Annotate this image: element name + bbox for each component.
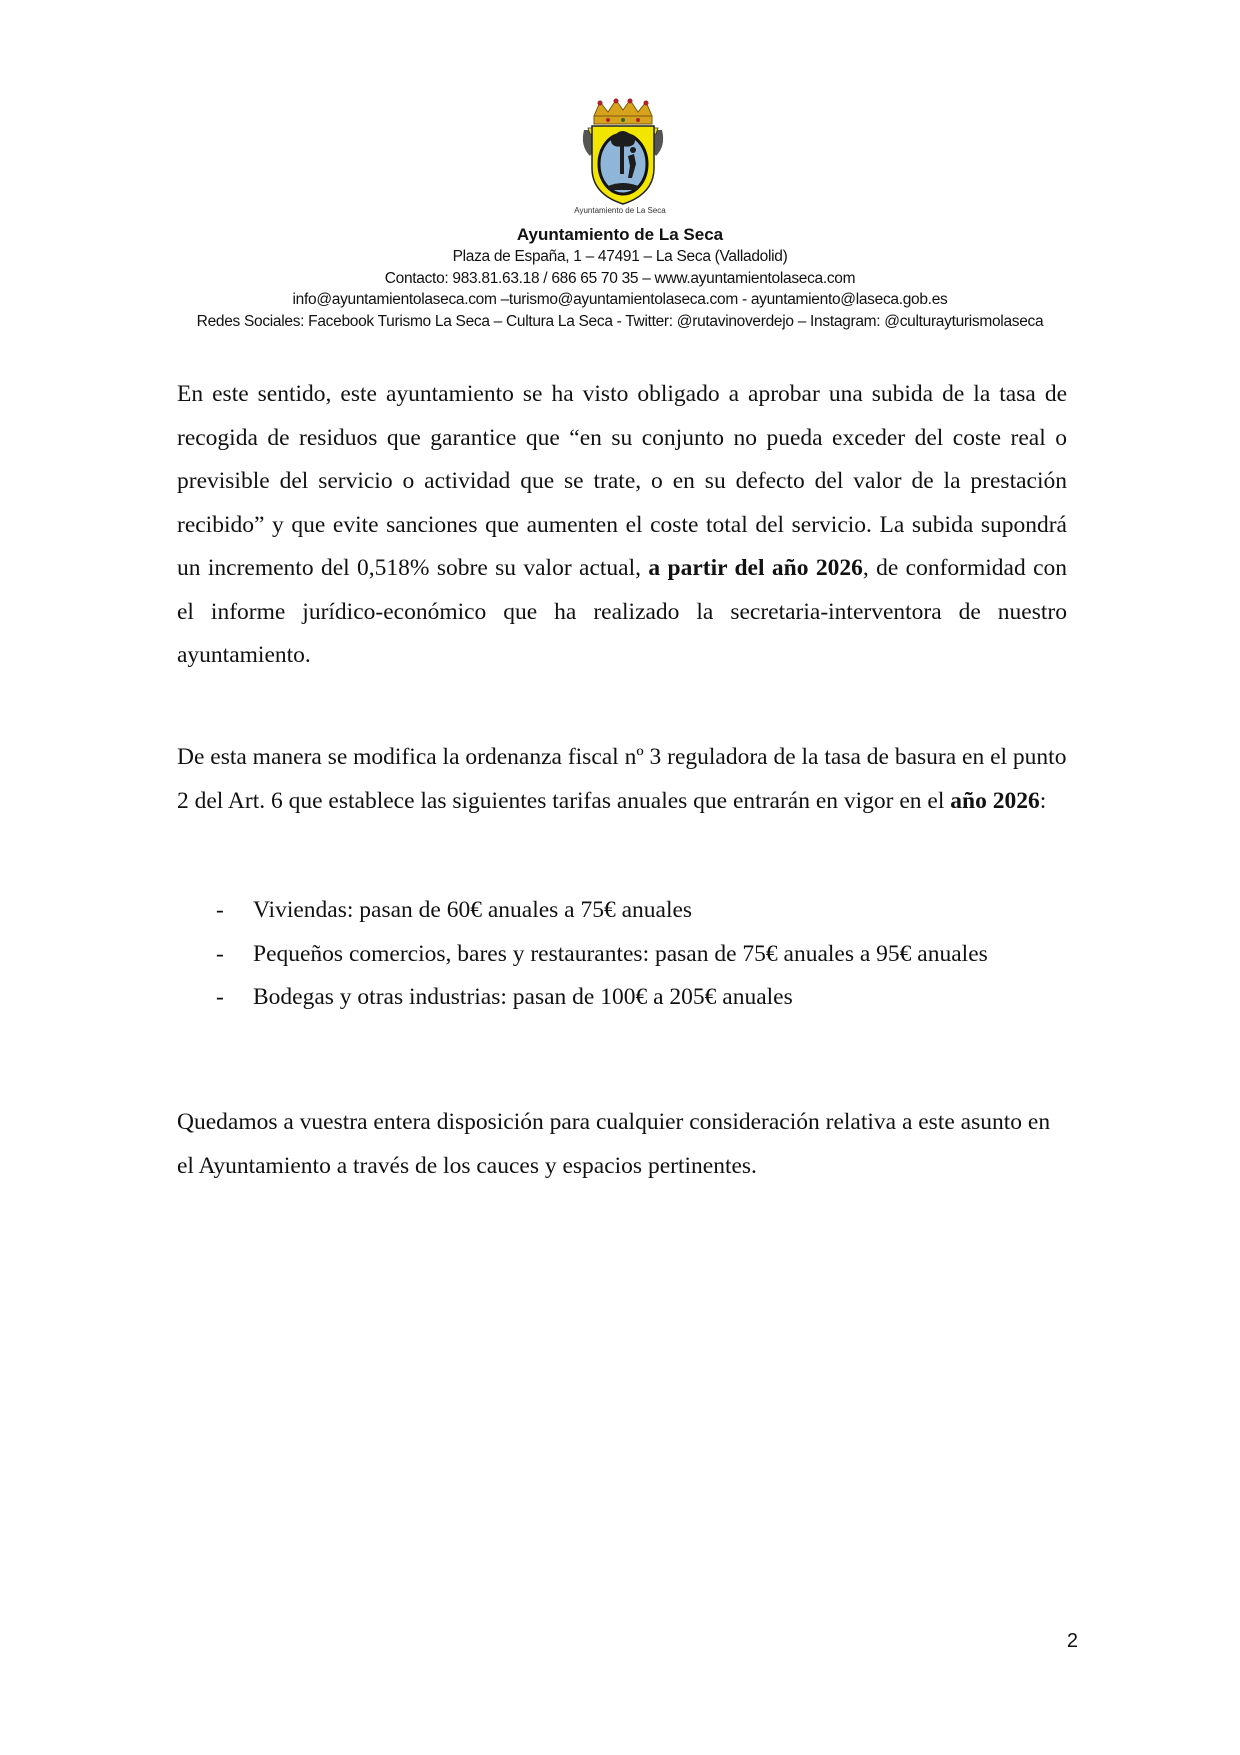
list-item-text: Pequeños comercios, bares y restaurantes: pasan de 75€ anuales a 95€ anuales [253,940,988,967]
contact-line: Contacto: 983.81.63.18 / 686 65 70 35 – www.ayuntamientolaseca.com [384,269,856,287]
org-name: Ayuntamiento de La Seca [516,225,724,244]
crest-icon [578,98,668,206]
crest-caption: Ayuntamiento de La Seca [574,206,666,215]
list-item [177,976,1067,1020]
text-run: : [1039,787,1047,814]
address-line: Plaza de España, 1 – 47491 – La Seca (Valladolid) [452,248,788,265]
bold-text: a partir del año 2026 [648,555,863,581]
coat-of-arms-logo [578,98,668,206]
text-run: , de conformidad con el informe jurídico-económico que ha realizado la secretaria-interventora de nuestro ayuntamiento. [177,555,1068,668]
tariff-list [177,889,1067,1020]
list-item [177,933,1067,977]
bold-text: año 2026 [950,787,1040,814]
list-dash: - [216,940,224,967]
list-dash: - [216,984,224,1010]
paragraph-text [177,373,1067,678]
page-number: 2 [1066,1630,1078,1652]
paragraph-text: Quedamos a vuestra entera disposición para cualquier consideración relativa a este asunto en el Ayuntamiento a través de los cauces y espacios pertinentes. [177,1109,1051,1179]
email-line: info@ayuntamientolaseca.com –turismo@ayuntamientolaseca.com - ayuntamiento@laseca.gob.es [292,291,948,308]
text-run: De esta manera se modifica la ordenanza fiscal nº 3 reguladora de la tasa de basura en el punto 2 del Art. 6 que establece las siguientes tarifas anuales que entrarán en vigor en el [177,744,1067,814]
text-run: En este sentido, este ayuntamiento se ha visto obligado a aprobar una subida de la tasa de recogida de residuos que garantice que “en su conjunto no pueda exceder del coste real o previsible del servicio o actividad que se trate, o en su defecto del valor de la prestación recibido” y que evite sanciones que aumenten el coste total del servicio. La subida supondrá un incremento del 0,518% sobre su valor actual, [177,381,1067,581]
paragraph-closing [177,1101,1067,1188]
list-item [177,889,1067,933]
letterhead [0,224,1240,332]
paragraph-rate-increase [177,373,1067,678]
list-item-text: Bodegas y otras industrias: pasan de 100€ a 205€ anuales [253,984,793,1010]
list-item-text: Viviendas: pasan de 60€ anuales a 75€ anuales [253,897,693,923]
paragraph-ordinance [177,736,1067,823]
paragraph-text [177,736,1067,823]
social-line: Redes Sociales: Facebook Turismo La Seca – Cultura La Seca - Twitter: @rutavinoverdejo – Instagram: @culturayturismolaseca [196,312,1044,330]
list-dash: - [216,897,224,923]
